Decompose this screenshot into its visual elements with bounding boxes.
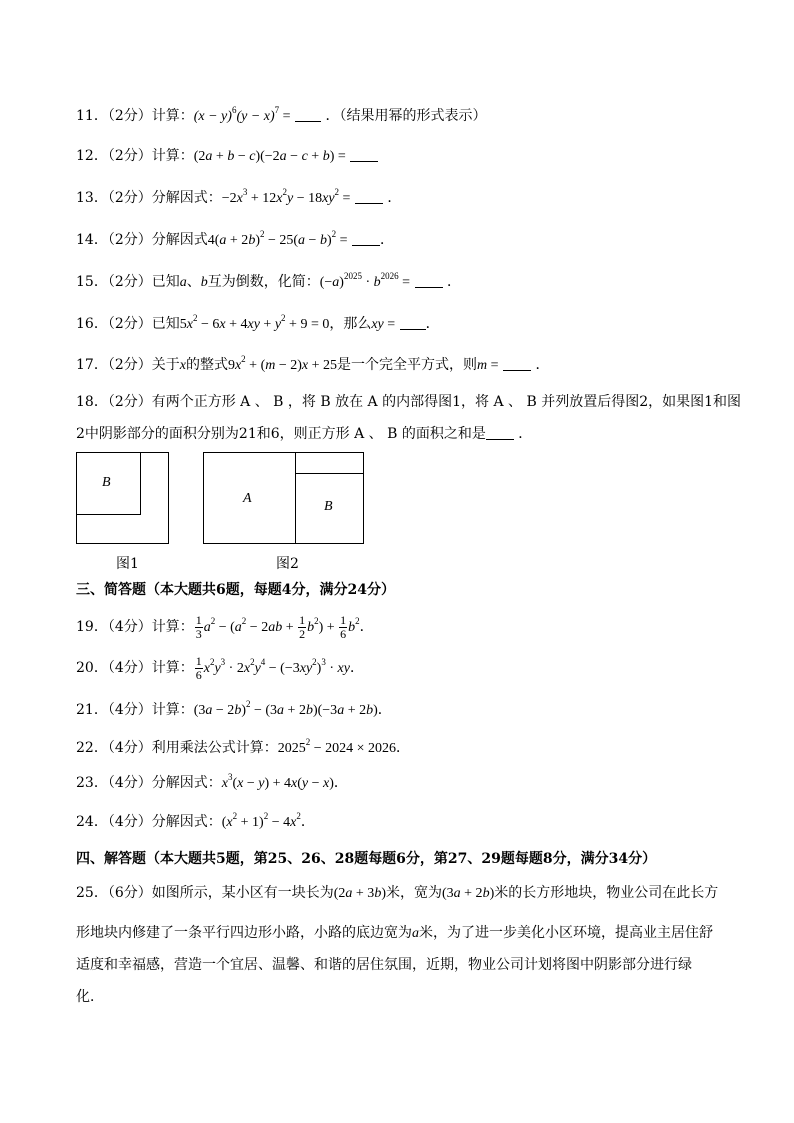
q19-expression: $\frac{1}{3}$ $a^2 - (a^2 - 2ab$ + $\frac{1}{2}$ $b^2$) + $\frac{1}{6}$ $b^2$．: [195, 613, 374, 642]
question-17: 17．（2分）关于x的整式$9x^2 + (m - 2)x + 25$是一个完全平方式，则m = ．: [76, 354, 550, 373]
section-3-heading: 三、简答题（本大题共6题，每题4分，满分24分）: [76, 582, 395, 598]
question-20: 20．（4分）计算： $\frac{1}{6}$ $x^2y^3 \cdot 2x^2y^4 - (-3xy^2)^3$ · xy．: [76, 654, 364, 683]
q23-expression: $x^3(x - y) + 4x(y - x)$．: [221, 772, 348, 791]
q21-expression: $(3a - 2b)^2 - (3a + 2b)(-3a + 2b)$．: [193, 699, 392, 718]
q12-expression: (2a + b − c)(−2a − c + b) =: [193, 149, 346, 164]
question-25-line3: 适度和幸福感，营造一个宜居、温馨、和谐的居住氛围，近期，物业公司计划将图中阴影部分进行绿: [76, 957, 692, 973]
answer-blank: [355, 203, 383, 204]
q11-expression: $(x - y)^6(y - x)^7$ =: [193, 105, 291, 124]
question-18-line1: 18．（2分）有两个正方形 A 、 B ，将 B 放在 A 的内部得图1，将 A 、 B 并列放置后得图2，如果图1和图: [76, 394, 742, 410]
question-21: 21．（4分）计算：$(3a - 2b)^2 - (3a + 2b)(-3a + 2b)$．: [76, 699, 392, 718]
q24-expression: $(x^2 + 1)^2 - 4x^2$．: [221, 811, 315, 830]
question-24: 24．（4分）分解因式：$(x^2 + 1)^2 - 4x^2$．: [76, 811, 315, 830]
question-13: 13．（2分）分解因式：$-2x^3 + 12x^2y - 18xy^2$ = ．: [76, 187, 402, 206]
answer-blank: [415, 287, 443, 288]
question-23: 23．（4分）分解因式：$x^3(x - y) + 4x(y - x)$．: [76, 772, 348, 791]
figure-1-label-b: B: [102, 475, 111, 490]
answer-blank: [503, 370, 531, 371]
q16-expression: $5x^2 - 6x + 4xy + y^2 + 9 = 0$: [179, 313, 330, 332]
question-16: 16．（2分）已知$5x^2 - 6x + 4xy + y^2 + 9 = 0$，那么xy = ．: [76, 313, 440, 332]
answer-blank: [295, 121, 321, 122]
q17-expression: $9x^2 + (m - 2)x + 25$: [227, 354, 338, 373]
question-18-line2: 2中阴影部分的面积分别为21和6，则正方形 A 、 B 的面积之和是 ．: [76, 426, 533, 442]
figure-2-caption: 图2: [276, 556, 299, 572]
question-22: 22．（4分）利用乘法公式计算：2025$^2$ − 2024 × 2026．: [76, 737, 411, 756]
figure-1-caption: 图1: [116, 556, 139, 572]
q22-expression: 2025$^2$ − 2024 × 2026．: [277, 737, 411, 756]
q15-expression: $(-a)^{2025} \cdot b^{2026}$ =: [319, 271, 411, 290]
answer-blank: [350, 161, 378, 162]
q13-expression: $-2x^3 + 12x^2y - 18xy^2$ =: [221, 187, 351, 206]
question-25-line4: 化．: [76, 989, 104, 1005]
question-25-line2: 形地块内修建了一条平行四边形小路，小路的底边宽为a米，为了进一步美化小区环境，提高业主居住舒: [76, 925, 713, 941]
question-11: 11．（2分）计算：$(x - y)^6(y - x)^7$ = ．（结果用幂的形式表示）: [76, 105, 487, 124]
question-25-line1: 25．（6分）如图所示，某小区有一块长为(2a + 3b)米，宽为(3a + 2b)米的长方形地块，物业公司在此长方: [76, 885, 719, 901]
q14-expression: $4(a + 2b)^2 - 25(a - b)^2$ =: [207, 229, 348, 248]
answer-blank: [486, 439, 514, 440]
figure-2-label-a: A: [243, 491, 252, 506]
question-15: 15．（2分）已知a、b互为倒数，化简：$(-a)^{2025} \cdot b^{2026}$ = ．: [76, 271, 461, 290]
question-14: 14．（2分）分解因式$4(a + 2b)^2 - 25(a - b)^2$ = ．: [76, 229, 394, 248]
section-4-heading: 四、解答题（本大题共5题，第25、26、28题每题6分，第27、29题每题8分，满分34分）: [76, 851, 657, 867]
answer-blank: [400, 329, 426, 330]
figure-2-label-b: B: [324, 499, 333, 514]
question-12: 12．（2分）计算：(2a + b − c)(−2a − c + b) =: [76, 146, 378, 167]
question-19: 19．（4分）计算： $\frac{1}{3}$ $a^2 - (a^2 - 2ab$ + $\frac{1}{2}$ $b^2$) + $\frac{1}{6}$ $b^2$．: [76, 613, 374, 642]
answer-blank: [352, 245, 380, 246]
q20-expression: $\frac{1}{6}$ $x^2y^3 \cdot 2x^2y^4 - (-3xy^2)^3$ · xy．: [195, 654, 364, 683]
